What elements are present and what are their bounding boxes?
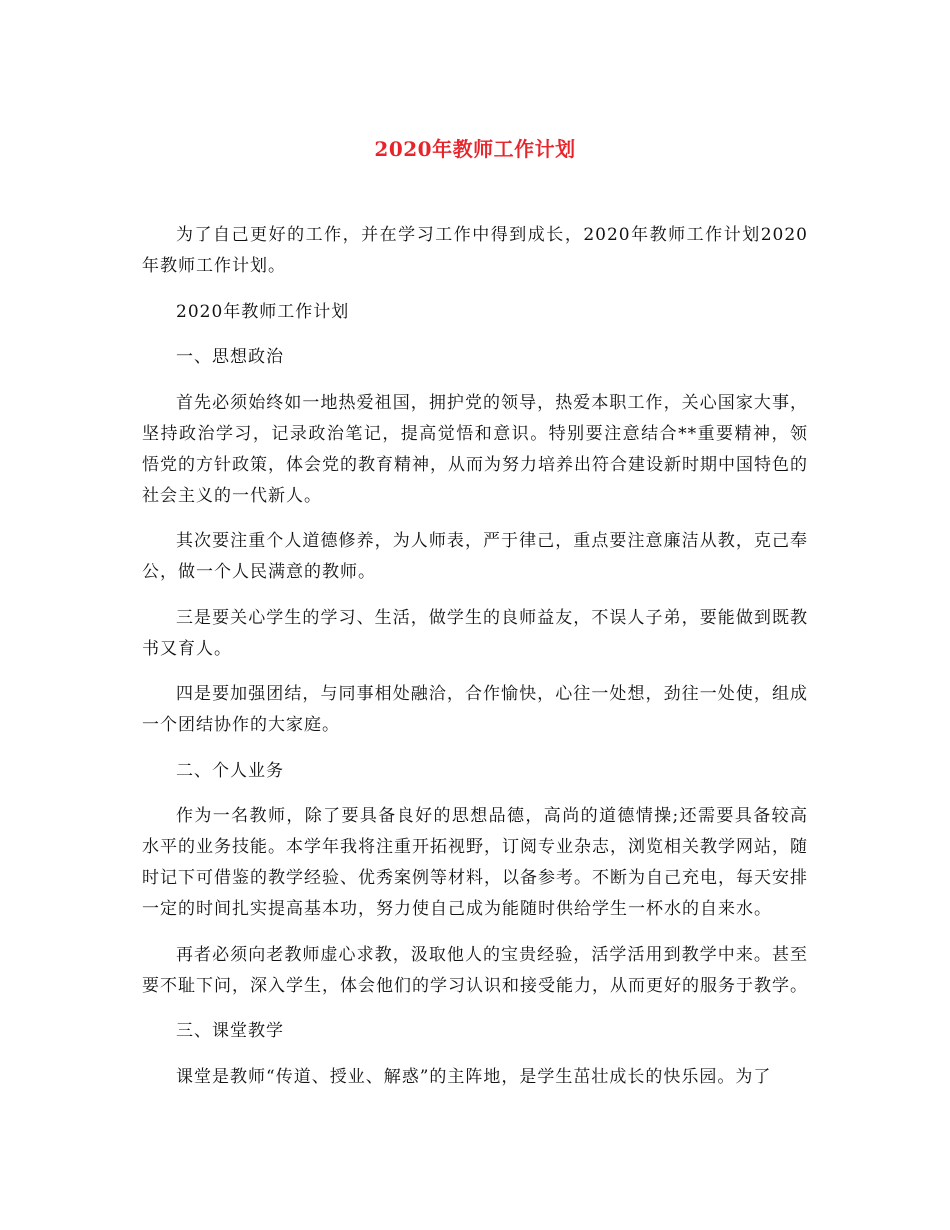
paragraph-care-students: 三是要关心学生的学习、生活，做学生的良师益友，不误人子弟，要能做到既教书又育人。	[142, 607, 808, 659]
intro-paragraph: 为了自己更好的工作，并在学习工作中得到成长，2020年教师工作计划2020年教师工作计划。	[142, 225, 808, 276]
section-heading-professional: 二、个人业务	[176, 760, 284, 781]
section-heading-classroom: 三、课堂教学	[176, 1021, 284, 1041]
document-body	[142, 220, 808, 1107]
plan-subtitle: 2020年教师工作计划	[176, 301, 350, 322]
paragraph-classroom: 课堂是教师“传道、授业、解惑”的主阵地，是学生茁壮成长的快乐园。为了	[176, 1066, 772, 1087]
paragraph-skills: 作为一名教师，除了要具备良好的思想品德，高尚的道德情操;还需要具备较高水平的业务技能。本学年我将注重开拓视野，订阅专业杂志，浏览相关教学网站，随时记下可借鉴的教学经验、优秀案例等材料，以备参考。不断为自己充电，每天安排一定的时间扎实提高基本功，努力使自己成为能随时供给学生一杯水的自来水。	[142, 806, 808, 919]
paragraph-patriotism: 首先必须始终如一地热爱祖国，拥护党的领导，热爱本职工作，关心国家大事，坚持政治学习，记录政治笔记，提高觉悟和意识。特别要注意结合**重要精神，领悟党的方针政策，体会党的教育精神，从而为努力培养出符合建设新时期中国特色的社会主义的一代新人。	[142, 392, 808, 506]
paragraph-unity: 四是要加强团结，与同事相处融洽，合作愉快，心往一处想，劲往一处使，组成一个团结协作的大家庭。	[142, 684, 808, 735]
paragraph-learn-from-elders: 再者必须向老教师虚心求教，汲取他人的宝贵经验，活学活用到教学中来。甚至要不耻下问，深入学生，体会他们的学习认识和接受能力，从而更好的服务于教学。	[142, 944, 808, 996]
document-title: 2020年教师工作计划	[374, 137, 576, 161]
section-heading-politics: 一、思想政治	[176, 347, 284, 367]
paragraph-morality: 其次要注重个人道德修养，为人师表，严于律己，重点要注意廉洁从教，克己奉公，做一个人民满意的教师。	[142, 531, 808, 582]
